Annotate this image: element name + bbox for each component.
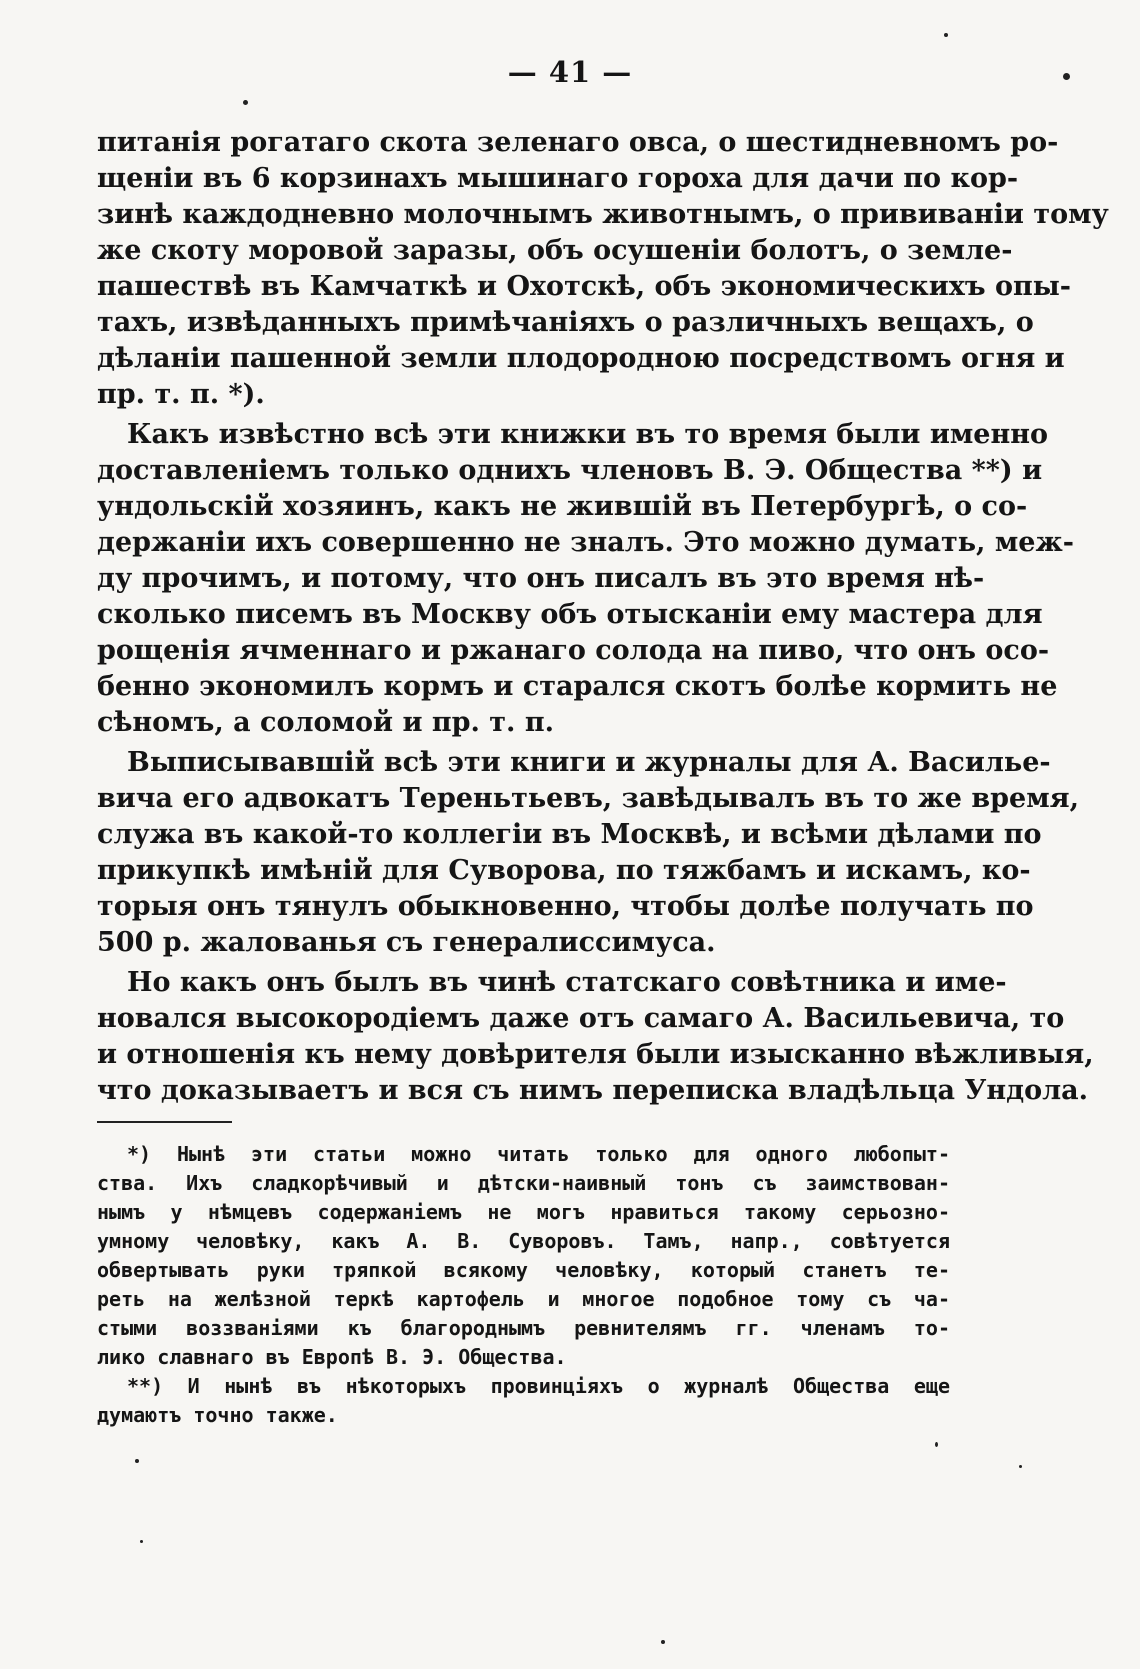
scan-speck [944,33,948,37]
text-line: дѣланіи пашенной земли плодородною посредствомъ огня и [97,343,1065,374]
footnote-line: обвертывать руки тряпкой всякому человѣку, который станетъ те- [97,1258,950,1282]
text-line: Выписывавшій всѣ эти книги и журналы для А. Василье- [127,747,1051,778]
text-line: питанія рогатаго скота зеленаго овса, о шестидневномъ ро- [97,127,1059,158]
text-line: бенно экономилъ кормъ и старался скотъ болѣе кормить не [97,671,1058,702]
scan-speck [243,100,248,105]
main-text [97,125,1109,1109]
text-line: же скоту моровой заразы, объ осушеніи болотъ, о земле- [97,235,1013,266]
footnote-line: реть на желѣзной теркѣ картофель и многое подобное тому съ ча- [97,1287,950,1311]
footnote-line: думаютъ точно также. [97,1403,338,1427]
scan-speck [1063,73,1070,80]
text-line: щеніи въ 6 корзинахъ мышинаго гороха для дачи по кор- [97,163,1019,194]
scan-speck [135,1459,139,1463]
text-line: Но какъ онъ былъ въ чинѣ статскаго совѣтника и име- [127,967,1007,998]
text-line: рощенія ячменнаго и ржанаго солода на пиво, что онъ осо- [97,635,1050,666]
text-line: сколько писемъ въ Москву объ отысканіи ему мастера для [97,599,1043,630]
footnote-line: стыми воззваніями къ благороднымъ ревнителямъ гг. членамъ то- [97,1316,950,1340]
page-number: — 41 — [507,55,633,89]
text-line: тахъ, извѣданныхъ примѣчаніяхъ о различныхъ вещахъ, о [97,307,1034,338]
text-line: ундольскій хозяинъ, какъ не жившій въ Петербургѣ, о со- [97,491,1028,522]
scan-speck [1019,1465,1022,1468]
footnote-line: лико славнаго въ Европѣ В. Э. Общества. [97,1345,567,1369]
scan-speck [140,1540,143,1543]
footnote-divider [97,1121,232,1123]
text-line: вича его адвокатъ Тереньтьевъ, завѣдывалъ въ то же время, [97,783,1079,814]
text-line: пр. т. п. *). [97,379,265,410]
text-line: доставленіемъ только однихъ членовъ В. Э. Общества **) и [97,455,1043,486]
scan-speck [661,1640,665,1644]
text-line: прикупкѣ имѣній для Суворова, по тяжбамъ и искамъ, ко- [97,855,1031,886]
text-line: ду прочимъ, и потому, что онъ писалъ въ это время нѣ- [97,563,985,594]
text-line: что доказываетъ и вся съ нимъ переписка владѣльца Ундола. [97,1075,1089,1106]
footnote-line: **) И нынѣ въ нѣкоторыхъ провинціяхъ о журналѣ Общества еще [127,1374,950,1398]
text-line: пашествѣ въ Камчаткѣ и Охотскѣ, объ экономическихъ опы- [97,271,1072,302]
footnote-line: нымъ у нѣмцевъ содержаніемъ не могъ нравиться такому серьозно- [97,1200,950,1224]
scan-speck [935,1442,938,1447]
footnote-line: *) Нынѣ эти статьи можно читать только для одного любопыт- [127,1142,950,1166]
footnotes [97,1140,950,1430]
text-line: сѣномъ, а соломой и пр. т. п. [97,707,554,738]
text-line: зинѣ каждодневно молочнымъ животнымъ, о прививаніи тому [97,199,1109,230]
footnote-line: ства. Ихъ сладкорѣчивый и дѣтски-наивный тонъ съ заимствован- [97,1171,950,1195]
footnote-line: умному человѣку, какъ А. В. Суворовъ. Тамъ, напр., совѣтуется [97,1229,950,1253]
text-line: 500 р. жалованья съ генералиссимуса. [97,927,716,958]
text-line: держаніи ихъ совершенно не зналъ. Это можно думать, меж- [97,527,1074,558]
text-line: и отношенія къ нему довѣрителя были изысканно вѣжливыя, [97,1039,1094,1070]
text-line: служа въ какой-то коллегіи въ Москвѣ, и всѣми дѣлами по [97,819,1042,850]
text-line: новался высокородіемъ даже отъ самаго А. Васильевича, то [97,1003,1065,1034]
text-line: Какъ извѣстно всѣ эти книжки въ то время были именно [127,419,1049,450]
text-line: торыя онъ тянулъ обыкновенно, чтобы долѣе получать по [97,891,1034,922]
